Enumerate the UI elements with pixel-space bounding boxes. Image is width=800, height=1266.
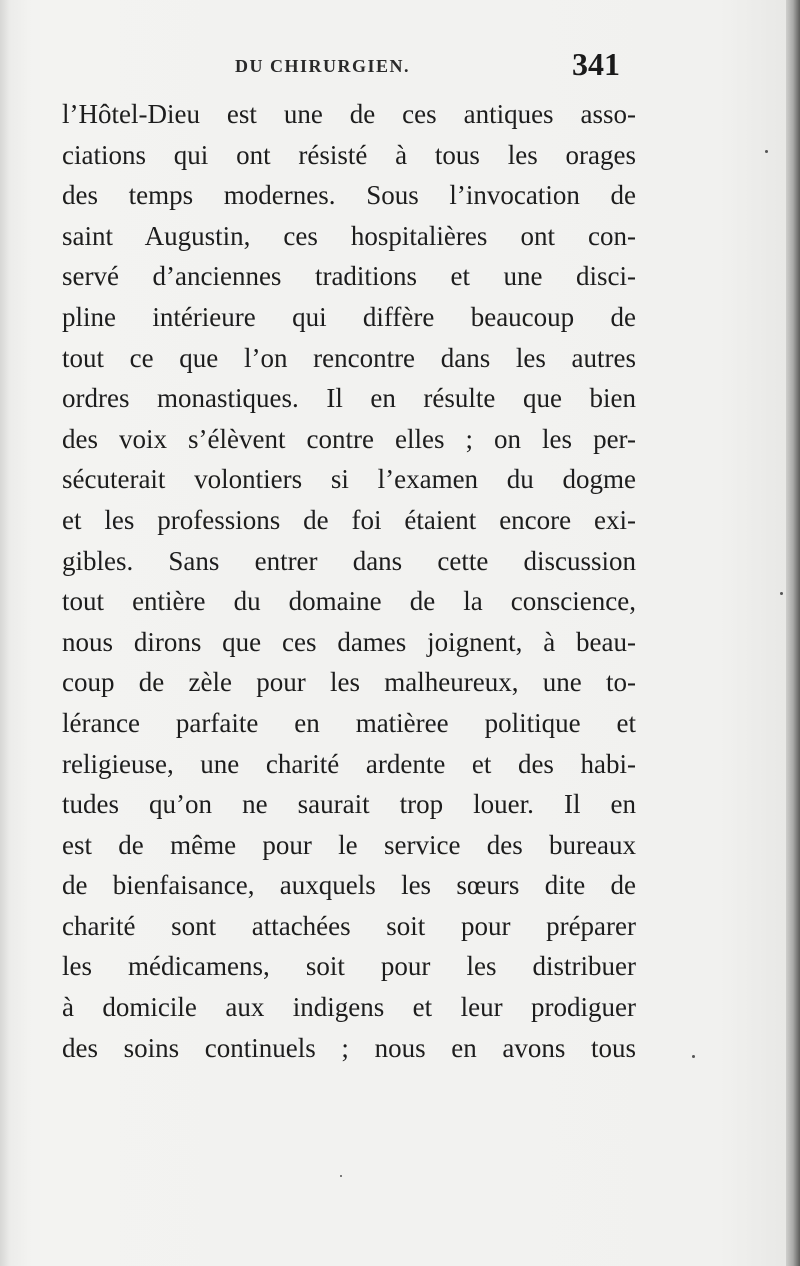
text-line: l’Hôtel-Dieu est une de ces antiques asso- — [62, 99, 636, 129]
paper-speck — [765, 150, 768, 153]
text-line: gibles. Sans entrer dans cette discussion — [62, 545, 636, 576]
text-line: des temps modernes. Sous l’invocation de — [62, 180, 636, 211]
text-line: tudes qu’on ne saurait trop louer. Il en — [62, 789, 636, 820]
paper-speck — [780, 592, 783, 595]
text-line: saint Augustin, ces hospitalières ont con- — [62, 220, 636, 251]
text-line: de bienfaisance, auxquels les sœurs dite de — [62, 870, 636, 901]
page-number: 341 — [572, 46, 620, 82]
text-line: coup de zèle pour les malheureux, une to- — [62, 667, 636, 698]
paper-speck — [692, 1055, 695, 1058]
text-line: pline intérieure qui diffère beaucoup de — [62, 301, 636, 332]
page-right-edge — [786, 0, 800, 1266]
text-line: charité sont attachées soit pour préparer — [62, 910, 636, 941]
page-left-edge — [0, 0, 10, 1266]
text-line: lérance parfaite en matièree politique et — [62, 707, 636, 738]
text-line: religieuse, une charité ardente et des habi- — [62, 748, 636, 779]
text-line: ciations qui ont résisté à tous les orages — [62, 139, 636, 170]
running-head: DU CHIRURGIEN. — [235, 56, 411, 76]
text-line: sécuterait volontiers si l’examen du dogme — [62, 464, 636, 495]
body-text — [62, 94, 636, 1068]
text-line: nous dirons que ces dames joignent, à beau- — [62, 626, 636, 657]
text-line: et les professions de foi étaient encore exi- — [62, 504, 636, 535]
text-line: servé d’anciennes traditions et une disci- — [62, 261, 636, 292]
page-header — [60, 42, 620, 90]
text-line: tout ce que l’on rencontre dans les autres — [62, 342, 636, 373]
text-line: ordres monastiques. Il en résulte que bien — [62, 383, 636, 414]
text-line: des soins continuels ; nous en avons tous — [62, 1032, 636, 1063]
paper-speck — [340, 1175, 342, 1177]
text-line: les médicamens, soit pour les distribuer — [62, 951, 636, 982]
text-line: des voix s’élèvent contre elles ; on les per- — [62, 423, 636, 454]
text-line: tout entière du domaine de la conscience, — [62, 586, 636, 617]
text-line: à domicile aux indigens et leur prodiguer — [62, 992, 636, 1023]
text-line: est de même pour le service des bureaux — [62, 829, 636, 860]
